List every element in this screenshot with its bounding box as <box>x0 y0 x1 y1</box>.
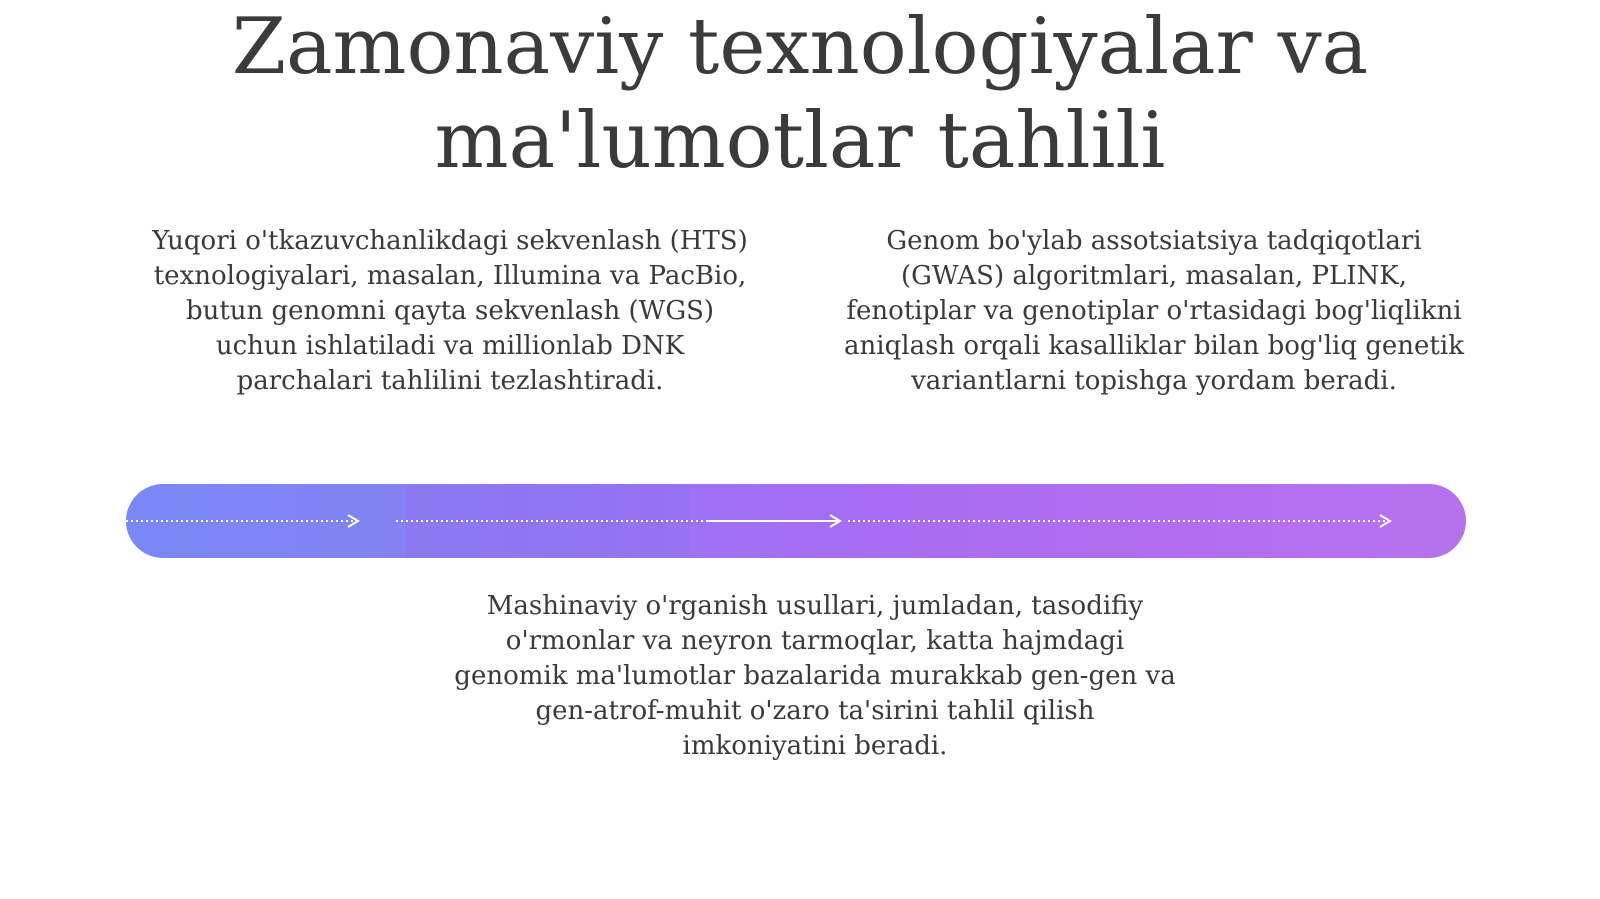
timeline-arrows <box>126 484 1466 558</box>
gwas-text-block: Genom bo'ylab assotsiatsiya tadqiqotlari (GWAS) algoritmlari, masalan, PLINK, fenotiplar va genotiplar o'rtasidagi bog'liqlikni aniqlash orqali kasalliklar bilan bog'liq genetik variantlarni topishga yordam beradi. <box>844 226 1464 396</box>
arrow-right-icon <box>348 515 358 527</box>
timeline-bar <box>126 484 1466 558</box>
hts-text-block: Yuqori o'tkazuvchanlikdagi sekvenlash (HTS) texnologiyalari, masalan, Illumina va PacBio, butun genomni qayta sekvenlash (WGS) uchun ishlatiladi va millionlab DNK parchalari tahlilini tezlashtiradi. <box>152 226 748 396</box>
ml-text-block: Mashinaviy o'rganish usullari, jumladan, tasodifiy o'rmonlar va neyron tarmoqlar, katta hajmdagi genomik ma'lumotlar bazalarida murakkab gen-gen va gen-atrof-muhit o'zaro ta'sirini tahlil qilish imkoniyatini beradi. <box>454 591 1176 761</box>
slide-title: Zamonaviy texnologiyalar va ma'lumotlar tahlili <box>231 2 1369 186</box>
